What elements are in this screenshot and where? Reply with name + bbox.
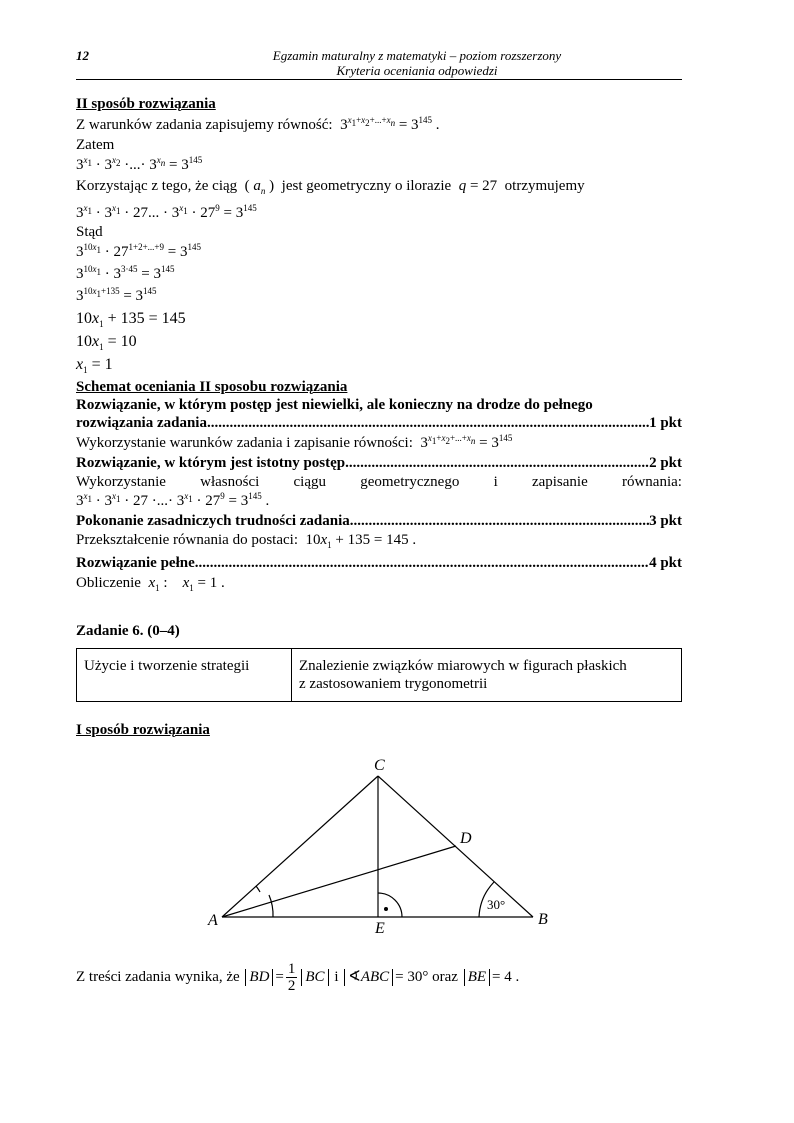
word: geometrycznego xyxy=(360,474,460,490)
method2-heading: II sposób rozwiązania xyxy=(76,96,216,112)
oraz-word: oraz xyxy=(432,968,458,985)
side-AC xyxy=(222,776,378,917)
korzystajac-c: otrzymujemy xyxy=(504,178,585,194)
criterion1-label: rozwiązania zadania xyxy=(76,415,207,431)
word: Wykorzystanie xyxy=(76,474,166,490)
criterion2-equation: $3^{x_1} \cdot 3^{x_1} \cdot 27$ ·...· $3^{x_1} \cdot 27^9 = 3^{145}$ . xyxy=(76,491,270,509)
criterion3-equation: $10x_1 + 135 = 145$ . xyxy=(301,532,417,550)
criterion4-desc-text: Obliczenie xyxy=(76,575,141,591)
equation-step6: $x_1 = 1$ xyxy=(76,356,113,376)
task6-heading: Zadanie 6. (0–4) xyxy=(76,623,180,639)
segment-AD xyxy=(222,846,456,917)
equation-step2: $3^{10x_1} \cdot 3^{3\cdot 45} = 3^{145}$ xyxy=(76,264,175,282)
table-right-line2: z zastosowaniem trygonometrii xyxy=(299,676,488,692)
ratio-q: q = 27 xyxy=(458,178,501,194)
label-E: E xyxy=(375,920,385,937)
criterion4-equation: $x_1$ : $x_1 = 1$ . xyxy=(148,575,225,593)
korzystajac-a: Korzystając z tego, że ciąg xyxy=(76,178,238,194)
task6-given xyxy=(76,955,519,999)
table-left-text: Użycie i tworzenie strategii xyxy=(84,658,250,674)
equation-step3: $3^{10x_1+135} = 3^{145}$ xyxy=(76,286,157,304)
criterion1-line1: Rozwiązanie, w którym postęp jest niewielki, ale konieczny na drodze do pełnego xyxy=(76,397,593,413)
equals-sign: = xyxy=(275,968,284,985)
sequence-an: ( $a_n$ ) xyxy=(240,178,278,196)
word: równania: xyxy=(621,474,682,490)
page-number: 12 xyxy=(76,48,89,63)
criterion2-label: Rozwiązanie, w którym jest istotny postęp xyxy=(76,455,346,471)
fraction-half: $\frac{1}{2}$ xyxy=(287,960,296,994)
korzystajac-b: jest geometryczny o ilorazie xyxy=(281,178,452,194)
word: ciągu xyxy=(293,474,326,490)
given-text: Z treści zadania wynika, że xyxy=(76,968,240,985)
abs-BD: BD xyxy=(245,969,273,986)
label-C: C xyxy=(374,757,385,774)
word: zapisanie xyxy=(531,474,588,490)
header-subtitle: Kryteria oceniania odpowiedzi xyxy=(336,63,498,78)
angle-arc-A2 xyxy=(256,886,260,892)
label-D: D xyxy=(460,830,472,847)
angle-arc-A1 xyxy=(269,895,273,917)
scheme-heading: Schemat oceniania II sposobu rozwiązania xyxy=(76,379,348,395)
label-B: B xyxy=(538,911,548,928)
equation-terms: $3^{x_1} \cdot 3^{x_1} \cdot 27$... · $3^{x_1} \cdot 27^9 = 3^{145}$ xyxy=(76,203,257,221)
word: i xyxy=(493,474,498,490)
criterion2-points: 2 pkt xyxy=(649,455,682,471)
angle-value: = 30° xyxy=(395,968,433,985)
method1-heading: I sposób rozwiązania xyxy=(76,722,210,738)
equation-step1: $3^{10x_1} \cdot 27^{1+2+...+9} = 3^{145}$ xyxy=(76,242,201,260)
right-angle-dot xyxy=(384,907,388,911)
label-A: A xyxy=(208,912,218,929)
abs-BC: BC xyxy=(301,969,328,986)
word: własności xyxy=(200,474,260,490)
equation-step4: $10x_1 + 135 = 145$ xyxy=(76,310,186,330)
zatem-text: Zatem xyxy=(76,137,115,153)
criterion4-points: 4 pkt xyxy=(649,555,682,571)
table-right-line1: Znalezienie związków miarowych w figurach płaskich xyxy=(299,658,627,674)
equation-step5: $10x_1 = 10$ xyxy=(76,333,137,353)
abs-angle-ABC: ∢ABC xyxy=(344,969,393,986)
abs-BE: BE xyxy=(464,969,490,986)
stad-text: Stąd xyxy=(76,224,103,240)
criterion1-equation: $3^{x_1+x_2+...+x_n} = 3^{145}$ xyxy=(416,433,513,451)
angle-label: 30° xyxy=(487,897,506,912)
equation-sum: $3^{x_1+x_2+...+x_n} = 3^{145}$ . xyxy=(336,115,440,133)
criterion4-label: Rozwiązanie pełne xyxy=(76,555,195,571)
be-value: = 4 . xyxy=(492,968,520,985)
right-angle-arc xyxy=(378,893,402,917)
intro-text: Z warunków zadania zapisujemy równość: xyxy=(76,117,333,133)
criterion1-desc-text: Wykorzystanie warunków zadania i zapisanie równości: xyxy=(76,435,413,451)
criterion3-desc-text: Przekształcenie równania do postaci: xyxy=(76,532,298,548)
criterion3-label: Pokonanie zasadniczych trudności zadania xyxy=(76,513,350,529)
criterion3-points: 3 pkt xyxy=(649,513,682,529)
equation-product: $3^{x_1} \cdot 3^{x_2}$ ·...· $3^{x_n} = 3^{145}$ xyxy=(76,155,203,173)
criterion1-points: 1 pkt xyxy=(649,415,682,431)
and-word: i xyxy=(334,968,339,985)
header-title: Egzamin maturalny z matematyki – poziom rozszerzony xyxy=(272,48,562,63)
